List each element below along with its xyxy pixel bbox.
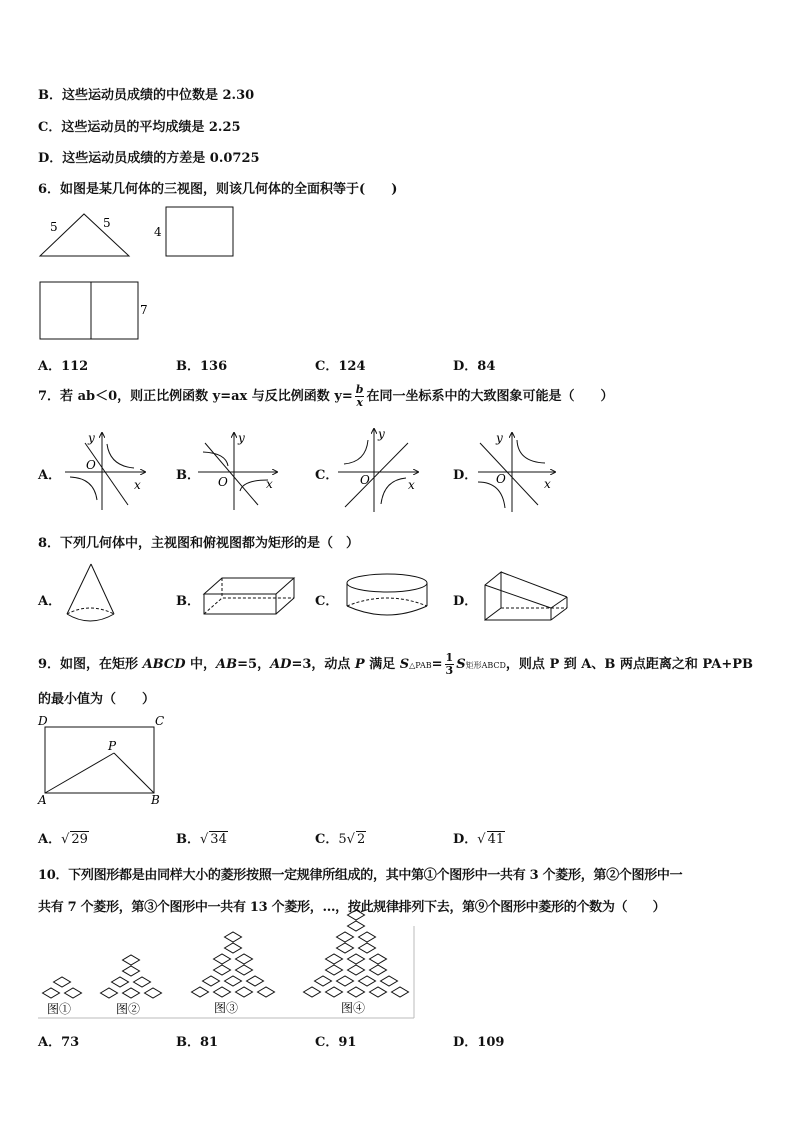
rhombus <box>359 943 376 953</box>
q9-abcd: ABCD <box>142 657 186 672</box>
q9-s-pab-sub: △PAB <box>409 661 432 670</box>
sqrt-icon: √ <box>346 832 355 847</box>
q9-ab-val: =5， <box>237 657 271 672</box>
sqrt-icon: √ <box>61 832 70 847</box>
q10-option-c: C．91 <box>315 1035 357 1050</box>
q5-option-b: B．这些运动员成绩的中位数是 2.30 <box>38 88 255 103</box>
rhombus <box>43 988 60 998</box>
q7-frac-den: x <box>356 396 363 409</box>
rhombus <box>359 976 376 986</box>
rhombus <box>304 987 321 997</box>
q9-s-pab: S <box>399 657 410 672</box>
q10-stem-line2: 共有 7 个菱形，第③个图形中一共有 13 个菱形，…，按此规律排列下去，第⑨个图形中菱形的个数为（ ） <box>38 900 666 915</box>
q9-frac-num: 1 <box>445 651 454 664</box>
q9-label-d: D <box>38 714 48 728</box>
rhombus <box>337 976 354 986</box>
q10-option-a: A．73 <box>38 1035 80 1050</box>
q7-frac-num: b <box>355 383 364 396</box>
rhombus <box>134 977 151 987</box>
rhombus <box>326 987 343 997</box>
q6-option-c: C．124 <box>315 359 366 374</box>
rhombus <box>392 987 409 997</box>
q9-option-c-coef: 5 <box>338 832 347 847</box>
rhombus <box>247 976 264 986</box>
rhombus <box>370 954 387 964</box>
rhombus <box>337 932 354 942</box>
q7-c-y: y <box>378 427 385 441</box>
q7-c-x: x <box>408 478 415 492</box>
q7-stem-pre: 7．若 ab＜0，则正比例函数 y=ax 与反比例函数 y= <box>38 389 353 404</box>
q6-stem: 6．如图是某几何体的三视图，则该几何体的全面积等于( ) <box>38 182 398 197</box>
q9-label-c: C <box>155 714 165 728</box>
rhombus <box>337 943 354 953</box>
q9-stem-pre: 9．如图，在矩形 <box>38 657 143 672</box>
q9-stem-line2: 的最小值为（ ） <box>38 692 156 707</box>
q7-d-x: x <box>544 477 551 491</box>
q7-d-y: y <box>496 431 503 445</box>
rhombus <box>348 921 365 931</box>
rhombus <box>348 965 365 975</box>
q8-stem: 8．下列几何体中，主视图和俯视图都为矩形的是（ ） <box>38 536 360 551</box>
q9-option-c-letter: C． <box>315 832 339 847</box>
rhombus <box>225 976 242 986</box>
q10-rhombus-group <box>43 910 409 998</box>
q7-stem-post: 在同一坐标系中的大致图象可能是（ ） <box>366 389 614 404</box>
rhombus <box>214 987 231 997</box>
q7-a-x: x <box>134 478 141 492</box>
q7-d-o: O <box>496 472 506 486</box>
rhombus <box>370 987 387 997</box>
q9-option-d-rad: 41 <box>487 832 505 847</box>
rhombus <box>214 954 231 964</box>
q9-stem-post: ，则点 P 到 A、B 两点距离之和 PA+PB <box>505 657 753 672</box>
q9-mid1: 中， <box>185 657 217 672</box>
q9-frac-den: 3 <box>445 664 454 677</box>
rhombus <box>123 966 140 976</box>
rhombus <box>203 976 220 986</box>
q10-fig-label-4: 图④ <box>341 1001 366 1015</box>
q6-label-tri-right: 5 <box>103 216 111 230</box>
rhombus <box>65 988 82 998</box>
q6-option-d: D．84 <box>453 359 496 374</box>
rhombus <box>145 988 162 998</box>
q9-s-rect-sub: 矩形ABCD <box>465 661 506 670</box>
q7-b-o: O <box>218 475 228 489</box>
rhombus <box>236 965 253 975</box>
q9-label-a: A <box>38 793 47 807</box>
rhombus <box>348 954 365 964</box>
q10-stem-line1: 10．下列图形都是由同样大小的菱形按照一定规律所组成的，其中第①个图形中一共有 3 个菱形，第②个图形中一 <box>38 868 683 883</box>
q9-option-b-rad: 34 <box>210 832 227 847</box>
q9-option-a-rad: 29 <box>71 832 88 847</box>
q10-fig-label-3: 图③ <box>214 1001 239 1015</box>
rhombus <box>123 955 140 965</box>
rhombus <box>258 987 275 997</box>
rhombus <box>359 932 376 942</box>
q6-option-b: B．136 <box>176 359 228 374</box>
q6-option-a: A．112 <box>38 359 89 374</box>
q9-ad: AD <box>270 657 292 672</box>
rhombus <box>236 954 253 964</box>
rhombus <box>123 988 140 998</box>
q9-option-d-letter: D． <box>453 832 478 847</box>
q6-label-bottom-side: 7 <box>140 303 148 317</box>
q9-label-p: P <box>108 739 117 753</box>
q9-ad-val: =3，动点 <box>291 657 355 672</box>
q9-option-a-letter: A． <box>38 832 62 847</box>
q9-eq: = <box>431 657 443 672</box>
rhombus <box>326 954 343 964</box>
q7-option-a-letter: A． <box>38 468 62 483</box>
q7-option-c-letter: C． <box>315 468 339 483</box>
rhombus <box>370 965 387 975</box>
q10-fig-label-2: 图② <box>116 1002 141 1016</box>
q9-option-c-rad: 2 <box>356 832 366 847</box>
rhombus <box>101 988 118 998</box>
rhombus <box>214 965 231 975</box>
q9-p: P <box>354 657 365 672</box>
rhombus <box>315 976 332 986</box>
rhombus <box>225 932 242 942</box>
rhombus <box>54 977 71 987</box>
q9-satisfy: 满足 <box>364 657 400 672</box>
q5-option-c: C．这些运动员的平均成绩是 2.25 <box>38 120 241 135</box>
rhombus <box>225 943 242 953</box>
q8-option-a-letter: A． <box>38 594 62 609</box>
rhombus <box>112 977 129 987</box>
q5-option-d: D．这些运动员成绩的方差是 0.0725 <box>38 151 260 166</box>
q8-option-c-letter: C． <box>315 594 339 609</box>
q9-s-rect: S <box>456 657 466 672</box>
sqrt-icon: √ <box>477 832 486 847</box>
q6-label-rect-side: 4 <box>154 225 162 239</box>
q6-label-tri-left: 5 <box>50 220 58 234</box>
q9-ab: AB <box>216 657 238 672</box>
q10-option-d: D．109 <box>453 1035 505 1050</box>
q7-option-b-letter: B． <box>176 468 200 483</box>
q7-option-d-letter: D． <box>453 468 478 483</box>
q7-b-y: y <box>238 431 245 445</box>
q8-option-b-letter: B． <box>176 594 200 609</box>
rhombus <box>348 910 365 920</box>
sqrt-icon: √ <box>200 832 209 847</box>
q7-a-y: y <box>88 431 95 445</box>
q7-a-o: O <box>86 458 96 472</box>
q10-fig-label-1: 图① <box>47 1002 72 1016</box>
rhombus <box>381 976 398 986</box>
q8-option-d-letter: D． <box>453 594 478 609</box>
q7-c-o: O <box>360 473 370 487</box>
q7-b-x: x <box>266 477 273 491</box>
rhombus <box>236 987 253 997</box>
rhombus <box>348 987 365 997</box>
q9-option-b-letter: B． <box>176 832 200 847</box>
q10-option-b: B．81 <box>176 1035 219 1050</box>
q9-label-b: B <box>151 793 160 807</box>
rhombus <box>192 987 209 997</box>
rhombus <box>326 965 343 975</box>
